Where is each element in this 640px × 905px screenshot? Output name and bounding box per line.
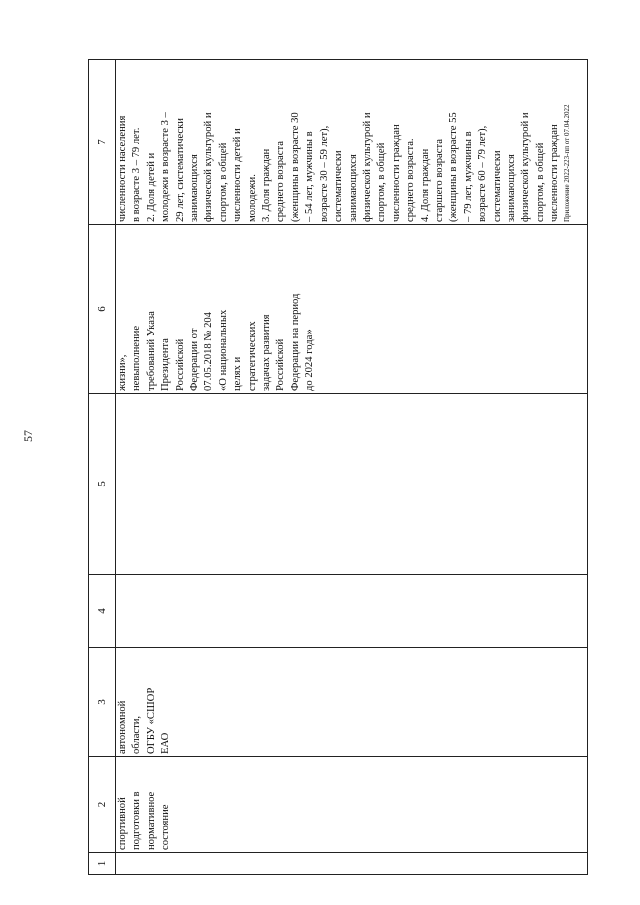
cell-line: занимающихся xyxy=(505,154,517,222)
cell-line: 29 лет, систематически xyxy=(174,118,186,222)
header-cell-5: 5 xyxy=(89,394,116,575)
cell-line: – 54 лет, мужчины в xyxy=(304,131,316,222)
cell-line: молодежи в возрасте 3 – xyxy=(160,112,172,222)
cell-line: 3. Доля граждан xyxy=(261,148,273,222)
cell-line: старшего возраста xyxy=(433,139,445,222)
cell-line: (женщины в возрасте 55 xyxy=(448,112,460,222)
header-row xyxy=(89,60,116,875)
cell-line: автономной xyxy=(117,700,128,754)
cell-line: стратегических xyxy=(246,321,258,391)
cell-line: возрасте 30 – 59 лет), xyxy=(318,125,330,222)
cell-line: среднего возраста. xyxy=(405,138,417,222)
cell-line: 07.05.2018 № 204 xyxy=(203,312,215,391)
cell-line: систематически xyxy=(491,150,503,222)
cell-line: до 2024 года» xyxy=(304,329,316,391)
header-cell-2: 2 xyxy=(89,757,116,853)
cell-col-1 xyxy=(116,853,588,875)
cell-col-5 xyxy=(116,394,588,575)
cell-line: 2. Доля детей и xyxy=(145,152,157,222)
cell-line: Российской xyxy=(174,338,186,391)
cell-line: занимающихся xyxy=(347,154,359,222)
cell-line: 4. Доля граждан xyxy=(419,148,431,222)
header-cell-6: 6 xyxy=(89,225,116,394)
cell-line: (женщины в возрасте 30 xyxy=(289,112,301,222)
cell-line: Президента xyxy=(160,338,172,391)
header-cell-7: 7 xyxy=(89,60,116,225)
cell-line: спортивной xyxy=(117,797,128,850)
cell-line: физической культурой и xyxy=(520,112,532,222)
header-cell-3: 3 xyxy=(89,648,116,757)
rotated-page-content xyxy=(88,60,588,875)
cell-line: нормативное xyxy=(145,791,157,850)
cell-line: систематически xyxy=(333,150,345,222)
cell-line: численности населения xyxy=(117,115,128,222)
cell-line: Федерации от xyxy=(189,328,201,391)
cell-line: молодежи. xyxy=(246,174,258,222)
cell-line: ОГБУ «СШОР xyxy=(145,687,157,754)
cell-line: возрасте 60 – 79 лет), xyxy=(477,125,489,222)
cell-col-2 xyxy=(116,757,588,853)
cell-line: спортом, в общей xyxy=(376,142,388,222)
cell-line: целях и xyxy=(232,356,244,391)
cell-line: задачах развития xyxy=(261,314,273,391)
cell-line: «О национальных xyxy=(217,309,229,391)
cell-col-3 xyxy=(116,648,588,757)
cell-col-6 xyxy=(116,225,588,394)
cell-line: – 79 лет, мужчины в xyxy=(462,131,474,222)
cell-line: численности граждан xyxy=(549,124,561,222)
cell-col-7 xyxy=(116,60,588,225)
cell-line: жизни», xyxy=(117,354,128,391)
cell-line: занимающихся xyxy=(189,154,201,222)
page-number: 57 xyxy=(21,430,35,442)
cell-line: ЕАО xyxy=(160,732,172,754)
header-cell-4: 4 xyxy=(89,575,116,648)
cell-line: требований Указа xyxy=(145,311,157,391)
cell-line: невыполнение xyxy=(131,325,143,391)
cell-line: области, xyxy=(131,715,143,754)
cell-line: среднего возраста xyxy=(275,141,287,222)
cell-line: спортом, в общей xyxy=(534,142,546,222)
document-table xyxy=(88,59,588,875)
document-note: Приложение 2022-223-пп от 07.04.2022 xyxy=(562,104,571,222)
header-cell-1: 1 xyxy=(89,853,116,875)
cell-col-4 xyxy=(116,575,588,648)
cell-line: подготовки в xyxy=(131,791,143,850)
cell-line: Российской xyxy=(275,338,287,391)
cell-line: спортом, в общей xyxy=(217,142,229,222)
cell-line: физической культурой и xyxy=(361,112,373,222)
cell-line: состояние xyxy=(160,804,172,850)
cell-line: численности граждан xyxy=(390,124,402,222)
cell-line: численности детей и xyxy=(232,128,244,222)
cell-line: Федерации на период xyxy=(289,293,301,391)
table-row xyxy=(116,60,588,875)
cell-line: физической культурой и xyxy=(203,112,215,222)
cell-line: в возрасте 3 – 79 лет. xyxy=(131,127,143,222)
